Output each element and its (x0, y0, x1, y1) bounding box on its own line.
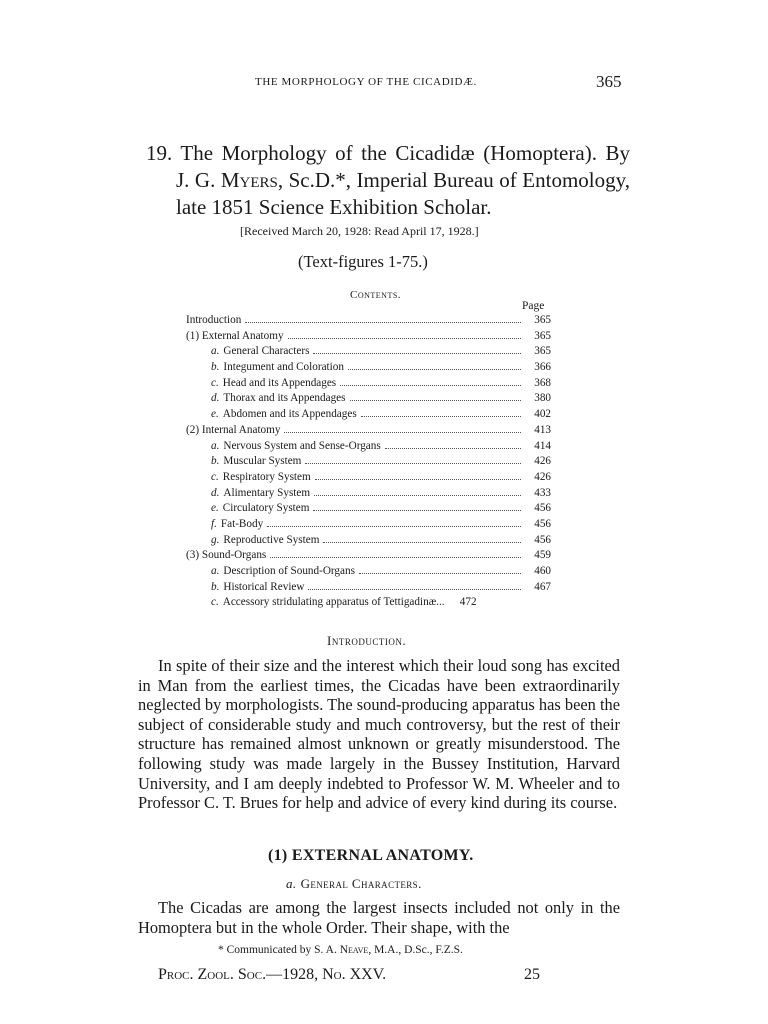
toc-entry-label (211, 454, 301, 470)
toc-entry-label (211, 486, 310, 502)
toc-entry (186, 454, 551, 470)
toc-entry-page: 467 (534, 580, 551, 593)
toc-entry-label (211, 439, 381, 455)
toc-entry-label: Introduction (186, 314, 242, 326)
toc-leader (267, 525, 521, 527)
toc-entry-label (211, 407, 357, 423)
toc-entry-label (211, 595, 445, 611)
toc-entry-letter: e. (211, 502, 219, 515)
toc-entry (186, 548, 551, 564)
page-number: 365 (596, 72, 622, 91)
toc-entry-page: 365 (534, 329, 551, 342)
toc-entry (186, 595, 551, 611)
toc-entry-text: Respiratory System (222, 470, 311, 483)
title-line-1: 19. The Morphology of the Cicadidæ (Homoptera). By (146, 141, 630, 165)
toc-entry (186, 517, 551, 533)
toc-entry-label (211, 391, 346, 407)
toc-entry (186, 501, 551, 517)
toc-entry-page: 456 (534, 533, 551, 546)
toc-entry-page: 380 (534, 392, 551, 405)
journal-footer: Proc. Zool. Soc.—1928, No. XXV. (158, 966, 387, 983)
introduction-body (138, 656, 620, 813)
toc-entry-label (211, 501, 309, 517)
toc-entry-letter: g. (211, 533, 220, 546)
toc-entry (186, 313, 551, 329)
general-characters-heading (286, 876, 422, 892)
toc-entry-letter: a. (211, 565, 220, 577)
toc-entry-letter: d. (211, 486, 220, 499)
subsection-letter: a. (286, 876, 297, 891)
toc-entry-text: Fat-Body (220, 517, 264, 530)
toc-entry-label: (2) Internal Anatomy (186, 423, 281, 436)
toc-entry-label (211, 344, 309, 360)
text-figures-note: (Text-figures 1-75.) (298, 252, 428, 271)
toc-entry-text: Thorax and its Appendages (223, 392, 346, 405)
toc-entry-text: Historical Review (223, 580, 305, 593)
title-line-2 (146, 167, 630, 194)
toc-entry (186, 533, 551, 549)
toc-leader (314, 494, 521, 496)
toc-entry (186, 486, 551, 502)
toc-entry-text: Abdomen and its Appendages (222, 408, 357, 421)
toc-entry (186, 329, 551, 345)
toc-entry-label (211, 564, 355, 580)
toc-leader (315, 478, 521, 480)
toc-leader (359, 572, 521, 574)
toc-leader (348, 368, 521, 370)
toc-entry-page: 456 (534, 502, 551, 515)
toc-leader (308, 588, 521, 590)
subsection-title: General Characters. (300, 876, 422, 891)
toc-entry-label (211, 376, 336, 392)
toc-leader (313, 509, 521, 511)
toc-entry (186, 360, 551, 376)
toc-leader (288, 337, 521, 339)
footnote-prefix: * Communicated by (218, 944, 315, 956)
toc-entry (186, 580, 551, 596)
introduction-heading: Introduction. (327, 633, 407, 648)
toc-entry-text: Nervous System and Sense-Organs (223, 439, 381, 452)
toc-entry-page: 472 (459, 596, 477, 609)
table-of-contents (186, 313, 551, 611)
toc-entry-page: 433 (534, 486, 551, 499)
toc-entry-page: 426 (534, 470, 551, 483)
toc-leader (361, 415, 521, 417)
toc-entry-page: 456 (534, 517, 551, 530)
received-note: [Received March 20, 1928: Read April 17, 1928.] (240, 224, 479, 238)
toc-entry-page: 413 (534, 423, 551, 436)
toc-entry-text: General Characters (223, 345, 310, 358)
toc-entry-page: 414 (534, 439, 551, 452)
toc-entry-label (211, 533, 319, 549)
signature-number: 25 (524, 966, 540, 983)
toc-entry-letter: c. (211, 470, 219, 483)
toc-leader (245, 321, 521, 323)
general-characters-body (138, 898, 620, 937)
toc-entry (186, 439, 551, 455)
toc-entry-letter: b. (211, 580, 220, 593)
toc-entry (186, 470, 551, 486)
toc-entry-page: 365 (534, 314, 551, 326)
toc-leader (385, 447, 521, 449)
toc-entry-letter: f. (211, 517, 217, 530)
toc-leader (305, 462, 521, 464)
toc-entry (186, 376, 551, 392)
toc-entry-letter: a. (211, 345, 220, 358)
external-anatomy-heading: (1) EXTERNAL ANATOMY. (268, 847, 474, 864)
footnote-name: S. A. Neave (314, 944, 369, 956)
title-line-3: late 1851 Science Exhibition Scholar. (176, 195, 492, 219)
toc-entry-letter: c. (211, 376, 219, 389)
author-credentials: , Sc.D.*, Imperial Bureau of Entomology, (277, 168, 630, 192)
toc-leader (350, 399, 522, 401)
toc-leader (313, 352, 521, 354)
footnote (218, 944, 463, 956)
toc-entry-text: Description of Sound-Organs (223, 565, 355, 577)
toc-entry-letter: b. (211, 361, 220, 374)
toc-entry-letter: a. (211, 439, 220, 452)
toc-entry-page: 460 (534, 565, 551, 577)
toc-entry-letter: b. (211, 455, 220, 468)
author-name: J. G. Myers (176, 168, 278, 192)
toc-entry-page: 366 (534, 361, 551, 374)
general-characters-paragraph: The Cicadas are among the largest insects included not only in the Homoptera but in the whole Order. Their shape, with the (138, 898, 620, 937)
toc-entry-text: Head and its Appendages (222, 376, 337, 389)
toc-entry-text: Accessory stridulating apparatus of Tettigadinæ... (222, 596, 445, 609)
toc-entry-text: Muscular System (223, 455, 302, 468)
toc-entry-label (211, 470, 311, 486)
toc-entry-text: Circulatory System (222, 502, 310, 515)
toc-entry-label: (3) Sound-Organs (186, 549, 267, 562)
toc-entry-label (211, 580, 304, 596)
running-head: THE MORPHOLOGY OF THE CICADIDÆ. (255, 76, 477, 88)
toc-entry-text: Alimentary System (223, 486, 311, 499)
toc-entry (186, 344, 551, 360)
toc-entry-letter: d. (211, 392, 220, 405)
toc-entry (186, 564, 551, 580)
toc-entry-label (211, 517, 263, 533)
toc-entry-page: 368 (534, 376, 551, 389)
toc-leader (270, 556, 521, 558)
toc-entry-page: 459 (534, 549, 551, 562)
toc-entry-page: 426 (534, 455, 551, 468)
toc-entry-letter: c. (211, 596, 219, 609)
introduction-paragraph: In spite of their size and the interest which their loud song has excited in Man from the earliest times, the Cicadas have been extraordinarily neglected by morphologists. The sound-producing apparatus has been the subject of considerable study and much controversy, but the rest of their structure has remained almost unknown or greatly misunderstood. The following study was made largely in the Bussey Institution, Harvard University, and I am deeply indebted to Professor W. M. Wheeler and to Professor C. T. Brues for help and advice of every kind during its course. (138, 656, 620, 813)
toc-entry-page: 402 (534, 408, 551, 421)
toc-entry-text: Integument and Coloration (223, 361, 344, 374)
toc-entry-label (211, 360, 344, 376)
toc-entry-page: 365 (534, 345, 551, 358)
article-title (146, 140, 630, 221)
toc-leader (340, 384, 521, 386)
toc-leader (284, 431, 521, 433)
toc-leader (323, 541, 521, 543)
toc-entry-label: (1) External Anatomy (186, 329, 284, 342)
contents-heading: Contents. (350, 289, 402, 301)
footnote-suffix: , M.A., D.Sc., F.Z.S. (368, 944, 463, 956)
toc-entry (186, 391, 551, 407)
toc-entry-letter: e. (211, 408, 219, 421)
toc-entry-text: Reproductive System (223, 533, 320, 546)
toc-entry (186, 407, 551, 423)
contents-page-column-label: Page (522, 300, 545, 312)
toc-entry (186, 423, 551, 439)
